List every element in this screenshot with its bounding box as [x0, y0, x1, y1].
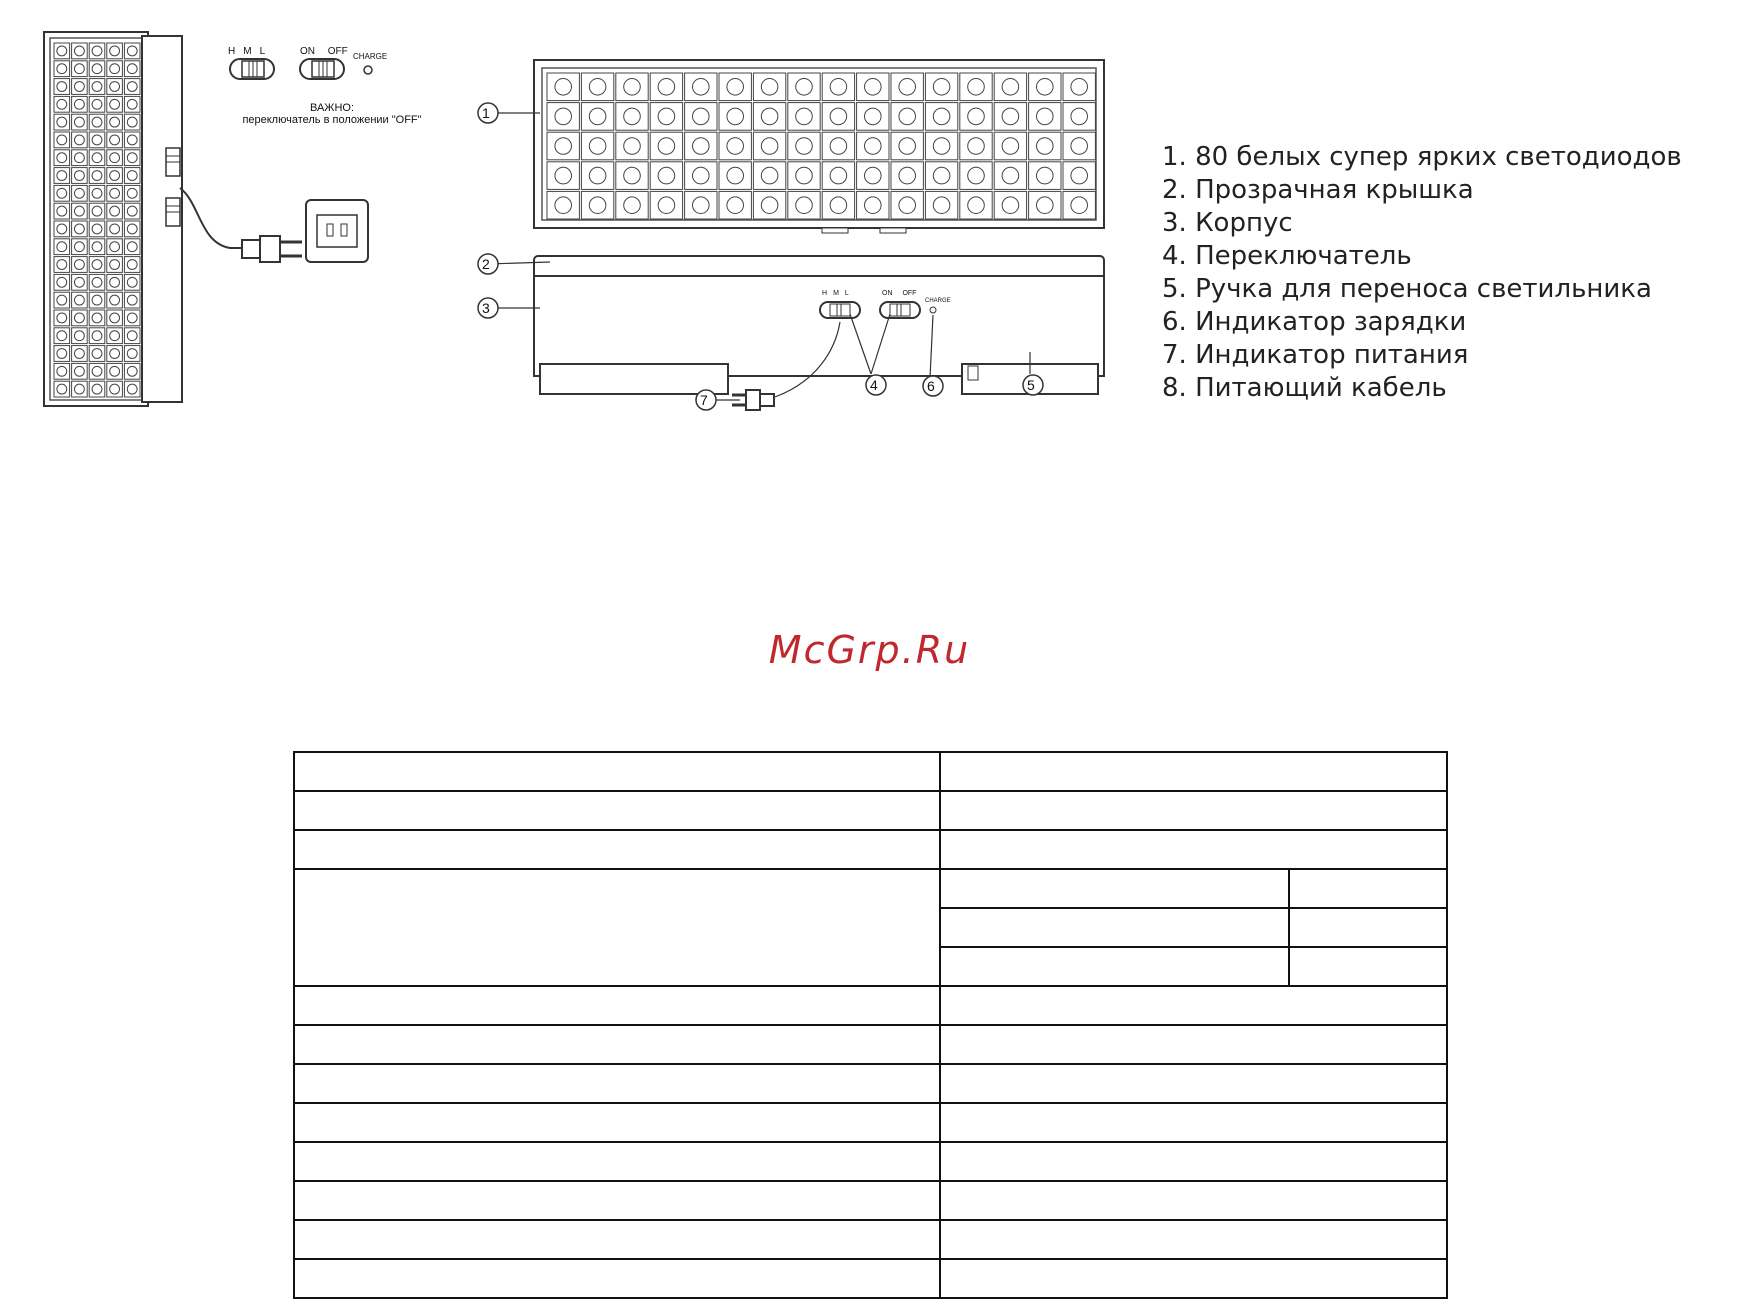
led-cell — [107, 43, 123, 59]
important-note-text: переключатель в положении "OFF" — [242, 114, 422, 126]
led-cell — [89, 132, 105, 148]
led-cell — [107, 203, 123, 219]
led-cell — [124, 363, 140, 379]
led-cell — [89, 381, 105, 397]
led-cell — [72, 203, 88, 219]
table-cell — [940, 1064, 1447, 1103]
led-cell — [72, 292, 88, 308]
led-cell — [124, 132, 140, 148]
side-view-lamp-body — [44, 32, 182, 406]
led-cell — [107, 114, 123, 130]
table-row — [294, 1103, 1447, 1142]
led-cell — [124, 274, 140, 290]
led-cell — [124, 381, 140, 397]
table-cell — [940, 1142, 1447, 1181]
led-cell — [54, 346, 70, 362]
legend-item: 4. Переключатель — [1162, 241, 1412, 271]
led-cell — [107, 274, 123, 290]
table-cell — [294, 986, 940, 1025]
table-cell — [940, 1220, 1447, 1259]
table-cell — [940, 947, 1289, 986]
legend-item: 1. 80 белых супер ярких светодиодов — [1162, 142, 1682, 172]
led-cell — [54, 363, 70, 379]
led-cell — [72, 274, 88, 290]
led-cell — [72, 221, 88, 237]
led-cell — [124, 79, 140, 95]
led-cell — [107, 381, 123, 397]
watermark: McGrp.Ru — [768, 628, 971, 672]
table-cell — [940, 908, 1289, 947]
led-cell — [124, 43, 140, 59]
table-cell — [940, 830, 1447, 869]
led-cell — [54, 239, 70, 255]
table-cell — [1289, 908, 1447, 947]
led-cell — [72, 185, 88, 201]
led-cell — [124, 346, 140, 362]
housing-switch-h-label: H — [822, 290, 834, 297]
led-cell — [107, 310, 123, 326]
legend-item: 5. Ручка для переноса светильника — [1162, 274, 1652, 304]
led-cell — [54, 79, 70, 95]
led-cell — [89, 274, 105, 290]
table-row — [294, 1025, 1447, 1064]
plug-icon — [242, 236, 302, 262]
led-cell — [72, 96, 88, 112]
led-cell — [89, 150, 105, 166]
wall-socket-icon — [306, 200, 368, 262]
led-cell — [54, 96, 70, 112]
table-row — [294, 1142, 1447, 1181]
led-cell — [89, 96, 105, 112]
led-cell — [89, 114, 105, 130]
led-cell — [72, 257, 88, 273]
led-cell — [89, 239, 105, 255]
legend-item: 7. Индикатор питания — [1162, 340, 1469, 370]
led-cell — [124, 328, 140, 344]
led-cell — [54, 132, 70, 148]
legend-item: 8. Питающий кабель — [1162, 373, 1447, 403]
table-cell — [294, 1259, 940, 1298]
left-switch-m-label: M — [243, 46, 260, 57]
led-cell — [54, 328, 70, 344]
callout-2: 2 — [482, 256, 490, 272]
led-cell — [72, 114, 88, 130]
left-switch-group — [228, 46, 448, 136]
led-cell — [72, 150, 88, 166]
led-cell — [124, 203, 140, 219]
led-cell — [54, 168, 70, 184]
led-cell — [89, 203, 105, 219]
table-cell — [294, 752, 940, 791]
led-cell — [72, 43, 88, 59]
table-cell — [294, 1064, 940, 1103]
led-cell — [72, 239, 88, 255]
led-cell — [89, 328, 105, 344]
led-cell — [107, 239, 123, 255]
led-cell — [54, 292, 70, 308]
table-cell — [294, 869, 940, 986]
led-cell — [72, 310, 88, 326]
table-cell — [294, 1025, 940, 1064]
housing-switch-l-label: L — [844, 290, 855, 297]
led-cell — [124, 257, 140, 273]
parts-legend — [1162, 141, 1682, 405]
led-cell — [89, 257, 105, 273]
table-row — [294, 1220, 1447, 1259]
table-cell — [294, 830, 940, 869]
led-cell — [107, 221, 123, 237]
left-switches-graphic — [228, 56, 388, 82]
callout-labels — [470, 52, 1110, 422]
left-charge-label: CHARGE — [353, 52, 388, 61]
led-cell — [124, 239, 140, 255]
led-cell — [89, 185, 105, 201]
led-cell — [107, 61, 123, 77]
led-cell — [124, 150, 140, 166]
table-cell — [294, 791, 940, 830]
table-cell — [940, 1103, 1447, 1142]
led-cell — [72, 168, 88, 184]
table-cell — [940, 1181, 1447, 1220]
led-cell — [107, 346, 123, 362]
led-cell — [107, 132, 123, 148]
table-cell — [940, 986, 1447, 1025]
table-cell — [294, 1103, 940, 1142]
led-cell — [107, 363, 123, 379]
led-cell — [107, 328, 123, 344]
table-cell — [294, 1181, 940, 1220]
led-cell — [54, 185, 70, 201]
led-cell — [54, 274, 70, 290]
led-cell — [124, 96, 140, 112]
housing-charge-label: CHARGE — [925, 298, 951, 304]
led-cell — [54, 150, 70, 166]
left-switch-l-label: L — [259, 46, 274, 57]
led-cell — [72, 328, 88, 344]
led-cell — [124, 221, 140, 237]
led-cell — [72, 79, 88, 95]
led-cell — [89, 363, 105, 379]
led-cell — [124, 168, 140, 184]
table-cell — [940, 791, 1447, 830]
led-cell — [107, 168, 123, 184]
led-cell — [54, 257, 70, 273]
led-cell — [54, 310, 70, 326]
table-row — [294, 830, 1447, 869]
table-cell — [940, 1025, 1447, 1064]
led-cell — [89, 346, 105, 362]
table-row — [294, 1181, 1447, 1220]
led-cell — [54, 61, 70, 77]
led-cell — [124, 185, 140, 201]
led-cell — [124, 61, 140, 77]
led-cell — [72, 346, 88, 362]
table-cell — [294, 1220, 940, 1259]
led-cell — [72, 132, 88, 148]
legend-item: 6. Индикатор зарядки — [1162, 307, 1467, 337]
table-cell — [1289, 869, 1447, 908]
spec-table — [293, 751, 1448, 1299]
led-cell — [89, 168, 105, 184]
housing-switch-m-label: M — [833, 290, 845, 297]
led-cell — [107, 79, 123, 95]
led-cell — [107, 150, 123, 166]
led-cell — [89, 310, 105, 326]
legend-item: 3. Корпус — [1162, 208, 1293, 238]
callout-5: 5 — [1027, 377, 1035, 393]
led-cell — [54, 221, 70, 237]
callout-3: 3 — [482, 300, 490, 316]
table-cell — [940, 1259, 1447, 1298]
table-cell — [940, 752, 1447, 791]
led-cell — [107, 292, 123, 308]
housing-switch-off-label: OFF — [902, 290, 917, 297]
left-switch-h-label: H — [228, 46, 244, 57]
table-row — [294, 791, 1447, 830]
led-cell — [89, 61, 105, 77]
side-view-cable — [180, 188, 245, 248]
led-cell — [107, 185, 123, 201]
led-cell — [72, 363, 88, 379]
led-cell — [89, 292, 105, 308]
table-cell — [294, 1142, 940, 1181]
led-cell — [72, 61, 88, 77]
callout-4: 4 — [870, 377, 878, 393]
table-cell — [1289, 947, 1447, 986]
left-switch-on-label: ON — [300, 46, 315, 57]
table-row — [294, 1064, 1447, 1103]
callout-1: 1 — [482, 105, 490, 121]
led-cell — [107, 257, 123, 273]
table-row — [294, 986, 1447, 1025]
callout-7: 7 — [700, 392, 708, 408]
led-cell — [54, 381, 70, 397]
table-cell — [940, 869, 1289, 908]
led-cell — [107, 96, 123, 112]
led-cell — [54, 43, 70, 59]
housing-switch-on-label: ON — [882, 290, 893, 297]
led-cell — [124, 310, 140, 326]
important-note-title: ВАЖНО: — [309, 102, 355, 114]
led-cell — [124, 292, 140, 308]
led-cell — [54, 203, 70, 219]
led-cell — [89, 79, 105, 95]
callout-6: 6 — [927, 378, 935, 394]
legend-item: 2. Прозрачная крышка — [1162, 175, 1474, 205]
table-row — [294, 752, 1447, 791]
table-row — [294, 1259, 1447, 1298]
led-cell — [124, 114, 140, 130]
led-cell — [54, 114, 70, 130]
led-cell — [89, 43, 105, 59]
left-switch-off-label: OFF — [327, 46, 348, 57]
led-cell — [72, 381, 88, 397]
table-row — [294, 869, 1447, 908]
led-cell — [89, 221, 105, 237]
